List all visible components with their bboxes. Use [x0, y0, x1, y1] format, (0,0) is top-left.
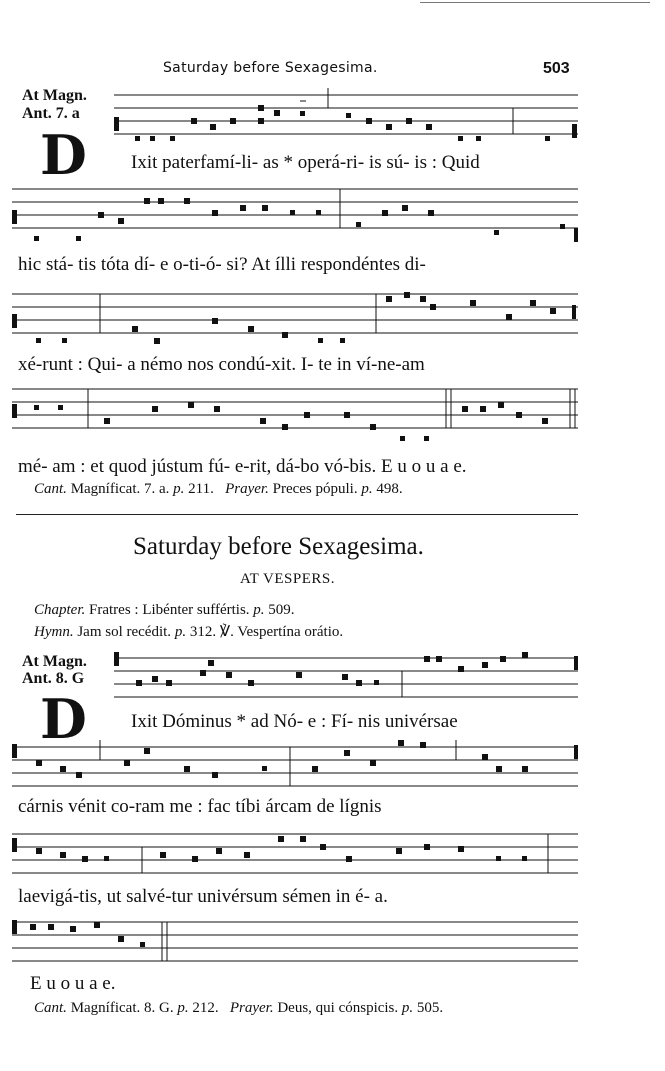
cant-text: Magníficat. 7. a.	[70, 481, 170, 497]
neumes	[114, 105, 577, 141]
initial-letter: D	[40, 123, 87, 187]
lyric-line-5: Ixit Dóminus * ad Nó- e : Fí- nis univérsae	[131, 711, 458, 732]
prayer-label: Prayer.	[229, 1000, 274, 1016]
prayer-text: Preces pópuli.	[272, 481, 358, 497]
section-subtitle: AT VESPERS.	[240, 571, 335, 587]
chapter-p: p.	[253, 602, 265, 618]
lyric-line-4: mé- am : et quod jústum fú- e-rit, dá-bo vó-bis. E u o u a e.	[18, 456, 467, 477]
cant-text: Magníficat. 8. G.	[70, 1000, 174, 1016]
staff-lines	[114, 95, 578, 134]
hymn-page: 312.	[189, 624, 217, 640]
hymn-line	[34, 622, 343, 641]
lyric-line-7: laevigá-tis, ut salvé-tur univérsum sémen in é- a.	[18, 886, 388, 907]
page-edge-line	[420, 2, 650, 3]
cant-p: p.	[177, 1000, 189, 1016]
hymn-p: p.	[174, 624, 187, 640]
lyric-line-6: cárnis vénit co-ram me : fac tíbi árcam de lígnis	[18, 796, 382, 817]
running-title: Saturday before Sexagesima.	[163, 60, 378, 76]
prayer-p: p.	[361, 481, 373, 497]
mode-label-line1: At Magn.	[22, 653, 87, 670]
cant-label: Cant.	[34, 1000, 67, 1016]
prayer-p: p.	[401, 1000, 414, 1016]
versicle-symbol: ℣.	[219, 624, 234, 640]
cant-page: 212.	[192, 1000, 219, 1016]
lyric-line-3: xé-runt : Qui- a némo nos condú-xit. I- te in ví-ne-am	[18, 354, 425, 375]
prayer-label: Prayer.	[225, 481, 269, 497]
section1-footer	[34, 481, 403, 498]
initial-letter: D	[40, 687, 87, 751]
lyric-line-8: E u o u a e.	[30, 973, 116, 994]
section2-footer	[34, 1000, 443, 1017]
cant-label: Cant.	[34, 481, 67, 497]
prayer-page: 498.	[376, 481, 403, 497]
prayer-page: 505.	[416, 1000, 444, 1016]
lyric-line-1: Ixit paterfamí-li- as * operá-ri- is sú- is : Quid	[131, 152, 480, 173]
lyric-line-2: hic stá- tis tóta dí- e o-ti-ó- si? At ílli respondéntes di-	[18, 254, 426, 275]
chapter-line	[34, 602, 295, 619]
prayer-text: Deus, qui cónspicis.	[277, 1000, 399, 1016]
hymn-text: Jam sol recédit.	[77, 624, 172, 640]
cant-page: 211.	[188, 481, 214, 497]
mode-label-line2: Ant. 8. G	[22, 670, 85, 687]
cant-p: p.	[173, 481, 185, 497]
page-number: 503	[543, 60, 570, 77]
chapter-text: Fratres : Libénter suffértis.	[89, 602, 250, 618]
hymn-label: Hymn.	[34, 624, 74, 640]
chapter-label: Chapter.	[34, 602, 86, 618]
section-divider	[16, 514, 578, 515]
versicle-text: Vespertína orátio.	[237, 624, 344, 640]
section-title: Saturday before Sexagesima.	[133, 533, 424, 560]
mode-label-line1: At Magn.	[22, 87, 87, 104]
chapter-page: 509.	[268, 602, 295, 618]
mode-label-line2: Ant. 7. a	[22, 105, 80, 122]
